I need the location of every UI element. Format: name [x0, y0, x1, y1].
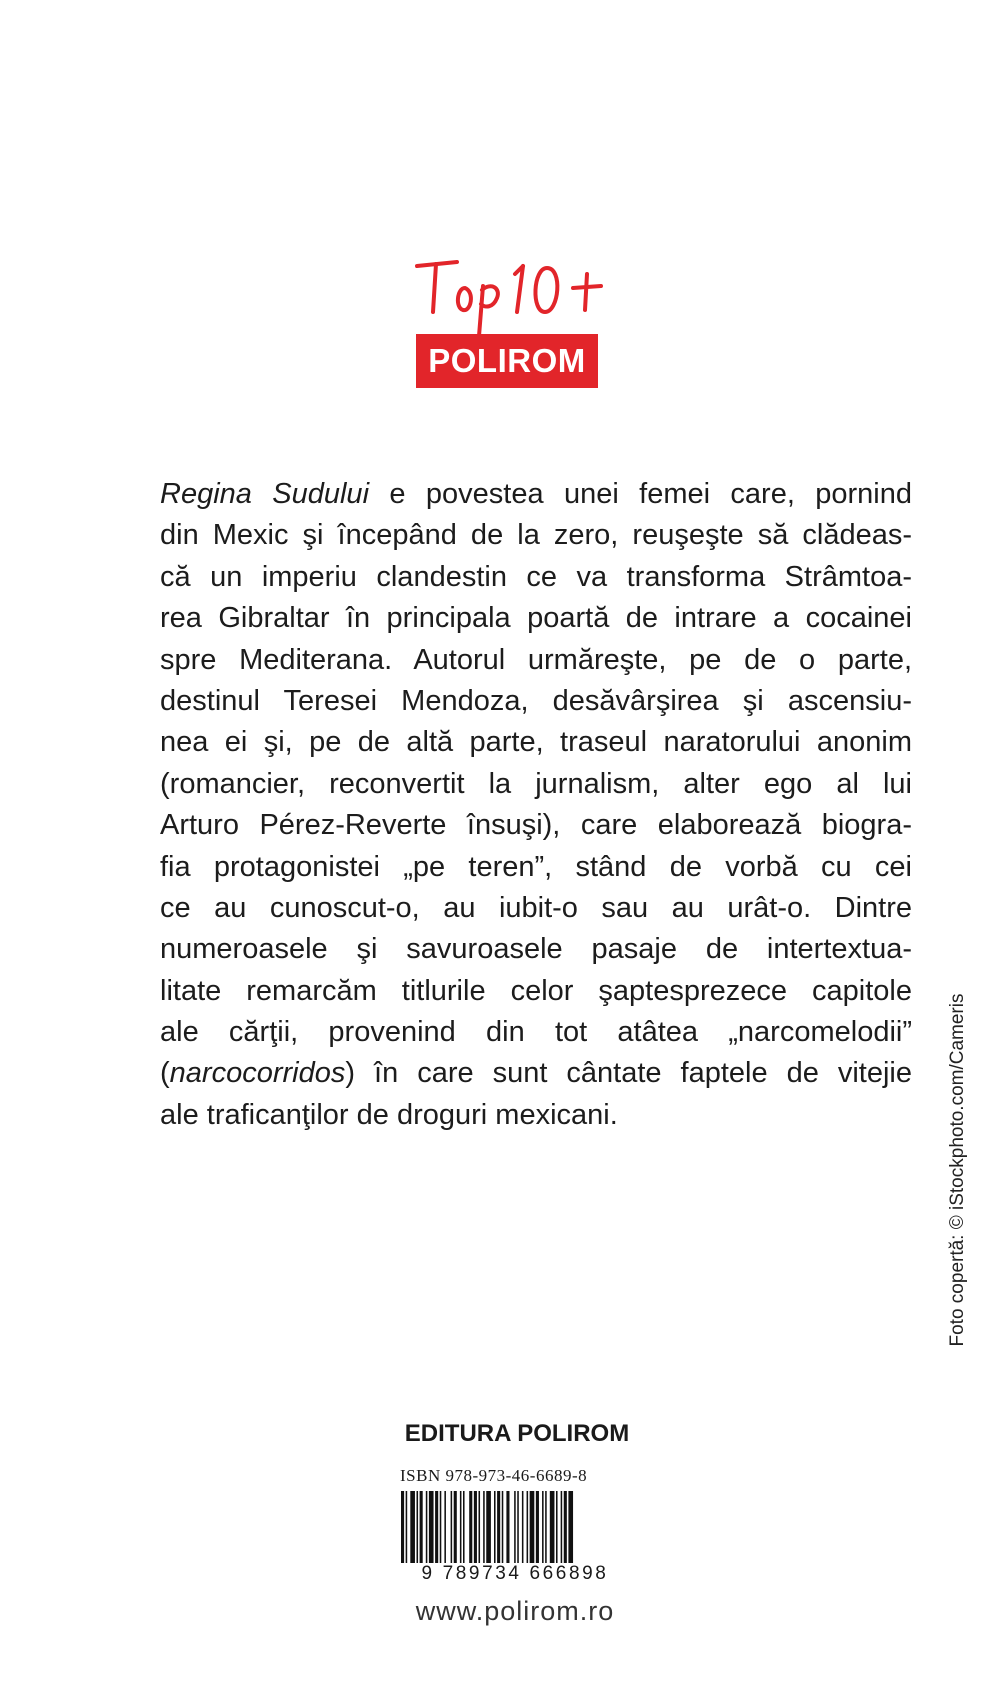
- publisher-imprint: EDITURA POLIROM: [404, 1420, 630, 1447]
- blurb-text: Arturo Pérez-Reverte însuşi), care elaborează biogra-: [160, 809, 912, 842]
- barcode-bar: [568, 1491, 573, 1563]
- blurb-line: [160, 722, 912, 763]
- blurb-text: (romancier, reconvertit la jurnalism, alter ego al lui: [160, 767, 912, 800]
- barcode-bar: [514, 1491, 516, 1563]
- barcode-bar: [522, 1491, 524, 1563]
- barcode-bar: [469, 1491, 472, 1563]
- barcode-bar: [550, 1491, 555, 1563]
- barcode-bar: [542, 1491, 544, 1563]
- blurb-text: litate remarcăm titlurile celor şaptesprezece capitole: [160, 974, 912, 1007]
- blurb-text: din Mexic şi începând de la zero, reuşeşte să clădeas-: [160, 519, 912, 552]
- barcode-bar: [545, 1491, 547, 1563]
- barcode-bar: [527, 1491, 529, 1563]
- blurb-line: [160, 929, 912, 970]
- barcode-bar: [454, 1491, 457, 1563]
- blurb-italic-text: narcocorridos: [169, 1057, 346, 1090]
- barcode-bar: [536, 1491, 539, 1563]
- blurb-text: ale cărţii, provenind din tot atâtea „narcomelodii”: [160, 1016, 912, 1049]
- barcode-bar: [410, 1491, 415, 1563]
- barcode-bar: [530, 1491, 535, 1563]
- barcode-bar: [401, 1491, 404, 1563]
- barcode-bar: [494, 1491, 496, 1563]
- blurb-line: [160, 474, 912, 515]
- blurb-italic-text: Regina Sudului: [160, 478, 370, 510]
- barcode-bar: [440, 1491, 442, 1563]
- barcode-bar: [474, 1491, 477, 1563]
- blurb-line: [160, 598, 912, 639]
- barcode-bar: [561, 1491, 563, 1563]
- barcode-bar: [435, 1491, 438, 1563]
- blurb-line: [160, 557, 912, 598]
- barcode-bar: [463, 1491, 465, 1563]
- blurb-line: [160, 764, 912, 805]
- barcode-bar: [486, 1491, 491, 1563]
- barcode-bar: [451, 1491, 453, 1563]
- barcode-bar: [444, 1491, 446, 1563]
- blurb-line: [160, 1095, 912, 1136]
- barcode-bar: [417, 1491, 419, 1563]
- isbn-barcode: [395, 1491, 635, 1563]
- barcode-digits: 9 789734 666898: [421, 1563, 609, 1584]
- blurb-text: rea Gibraltar în principala poartă de intrare a cocainei: [160, 602, 912, 635]
- top-10-plus-logo-graphic: [405, 252, 605, 342]
- barcode-bar: [429, 1491, 434, 1563]
- barcode-bar: [564, 1491, 567, 1563]
- blurb-text: (: [160, 1057, 170, 1090]
- blurb-text: numeroasele şi savuroasele pasaje de intertextua-: [160, 933, 912, 966]
- blurb-line: [160, 847, 912, 888]
- barcode-bar: [517, 1491, 519, 1563]
- blurb-text: fia protagonistei „pe teren”, stând de vorbă cu cei: [160, 850, 912, 883]
- blurb-line: [160, 888, 912, 929]
- publisher-badge: POLIROM: [416, 334, 598, 388]
- barcode-bar: [497, 1491, 500, 1563]
- blurb-line: [160, 640, 912, 681]
- series-logo-top-10-plus: [405, 252, 605, 342]
- blurb-line: [160, 1053, 912, 1094]
- blurb-line: [160, 681, 912, 722]
- blurb-line: [160, 1012, 912, 1053]
- blurb-line: [160, 971, 912, 1012]
- barcode-bar: [426, 1491, 428, 1563]
- barcode-bar: [556, 1491, 558, 1563]
- barcode-bar: [406, 1491, 408, 1563]
- photo-credit: Foto copertă: © iStockphoto.com/Cameris: [947, 993, 968, 1347]
- blurb-text: destinul Teresei Mendoza, desăvârşirea şi ascensiu-: [160, 684, 912, 717]
- blurb-line: [160, 805, 912, 846]
- back-cover-blurb: [160, 474, 912, 1136]
- blurb-text: ce au cunoscut-o, au iubit-o sau au urât-o. Dintre: [160, 891, 912, 924]
- barcode-bar: [502, 1491, 504, 1563]
- blurb-text: e povestea unei femei care, pornind: [369, 478, 912, 510]
- blurb-text: ) în care sunt cântate faptele de vitejie: [345, 1057, 912, 1090]
- barcode-bar: [460, 1491, 462, 1563]
- blurb-text: nea ei şi, pe de altă parte, traseul naratorului anonim: [160, 726, 912, 759]
- blurb-text: ale traficanţilor de droguri mexicani.: [160, 1098, 618, 1131]
- barcode-bar: [420, 1491, 423, 1563]
- barcode-bar: [506, 1491, 509, 1563]
- blurb-line: [160, 515, 912, 556]
- publisher-website: www.polirom.ro: [415, 1596, 615, 1626]
- barcode-bar: [479, 1491, 481, 1563]
- barcode-bar: [483, 1491, 485, 1563]
- blurb-text: că un imperiu clandestin ce va transforma Strâmtoa-: [160, 560, 912, 593]
- isbn-label: ISBN 978-973-46-6689-8: [400, 1466, 588, 1485]
- blurb-text: spre Mediterana. Autorul urmăreşte, pe de o parte,: [160, 643, 912, 676]
